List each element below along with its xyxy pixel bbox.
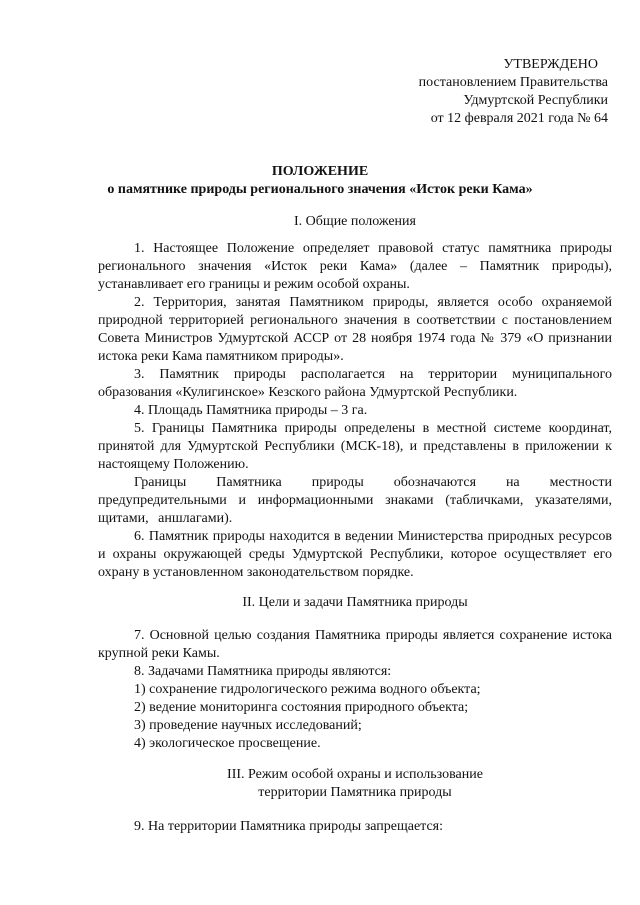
paragraph-8: 8. Задачами Памятника природы являются: [134,664,392,679]
paragraph-5: 5. Границы Памятника природы определены в местной системе координат, принятой для Удмуртской Республики (МСК-18), и представлены в приложении к настоящему Положению. [98,421,612,472]
paragraph-6: 6. Памятник природы находится в ведении Министерства природных ресурсов и охраны окружающей среды Удмуртской Республики, которое осуществляет его охрану в установленном законодательством порядке. [98,529,612,580]
task-item: 2) ведение мониторинга состояния природного объекта; [134,700,469,715]
paragraph-4: 4. Площадь Памятника природы – 3 га. [134,403,368,418]
paragraph-2: 2. Территория, занятая Памятником природы, является особо охраняемой природной территорией регионального значения в соответствии с постановлением Совета Министров Удмуртской АССР от 28 ноября 1974 года № 379 «О признании истока реки Кама памятником природы». [98,295,612,364]
approval-line: Удмуртской Республики [463,93,608,108]
section-3-body [98,818,612,836]
approval-title: УТВЕРЖДЕНО [503,57,598,72]
approval-stamp [368,56,608,128]
task-item: 1) сохранение гидрологического режима водного объекта; [134,682,481,697]
task-item: 4) экологическое просвещение. [134,736,321,751]
task-item: 3) проведение научных исследований; [134,718,362,733]
section-heading-1: I. Общие положения [294,214,416,229]
paragraph-9: 9. На территории Памятника природы запрещается: [134,819,444,834]
approval-line: от 12 февраля 2021 года № 64 [430,111,608,126]
section-heading-2: II. Цели и задачи Памятника природы [242,595,468,610]
paragraph-7: 7. Основной целью создания Памятника природы является сохранение истока крупной реки Камы. [98,628,612,661]
paragraph-1: 1. Настоящее Положение определяет правовой статус памятника природы регионального значения «Исток реки Кама» (далее – Памятник природы), устанавливает его границы и режим особой охраны. [98,241,612,292]
paragraph-5-borders: Границы Памятника природы обозначаются на местности предупредительными и информационными знаками (табличками, указателями, щитами, аншлагами). [98,475,612,526]
section-1-body [98,240,612,582]
section-heading-3-line2: территории Памятника природы [258,785,452,800]
approval-line: постановлением Правительства [418,75,608,90]
document-title: ПОЛОЖЕНИЕ [271,164,369,179]
section-2-body [98,627,612,753]
paragraph-3: 3. Памятник природы располагается на территории муниципального образования «Кулигинское» Кезского района Удмуртской Республики. [98,367,612,400]
section-heading-3-line1: III. Режим особой охраны и использование [227,767,483,782]
document-subtitle: о памятнике природы регионального значения «Исток реки Кама» [107,182,533,197]
